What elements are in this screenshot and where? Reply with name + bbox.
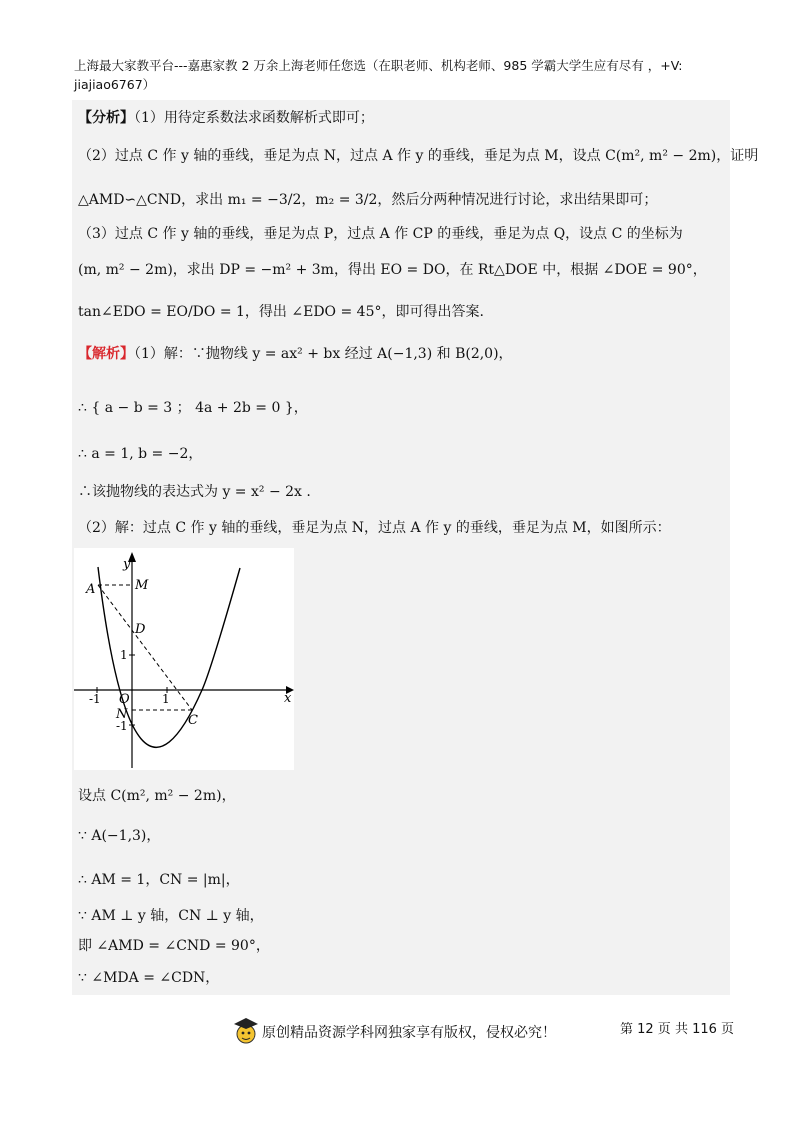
label-y: y bbox=[123, 557, 131, 572]
analysis-line-3: △AMD∽△CND，求出 m₁ = −3/2，m₂ = 3/2，然后分两种情况进行讨论，求出结果即可； bbox=[78, 192, 658, 208]
page-header bbox=[74, 56, 734, 94]
analysis-tag: 【分析】 bbox=[78, 110, 134, 126]
parabola-svg bbox=[74, 548, 294, 770]
analysis-line-6: tan∠EDO = EO/DO = 1，得出 ∠EDO = 45°，即可得出答案. bbox=[78, 304, 484, 320]
segment-AC bbox=[98, 585, 192, 710]
solution-line-5: （2）解：过点 C 作 y 轴的垂线，垂足为点 N，过点 A 作 y 的垂线，垂足为点 M，如图所示： bbox=[78, 520, 671, 536]
solution-line-8: ∴ AM = 1，CN = |m|， bbox=[78, 872, 240, 888]
solution-line-4: ∴该抛物线的表达式为 y = x² − 2x . bbox=[78, 484, 311, 500]
label-x: x bbox=[284, 691, 292, 706]
label-point-N: N bbox=[116, 707, 128, 722]
solution-line-7: ∵ A(−1,3)， bbox=[78, 828, 161, 844]
solution-line-6: 设点 C(m², m² − 2m)， bbox=[78, 788, 236, 804]
solution-line-9: ∵ AM ⊥ y 轴，CN ⊥ y 轴， bbox=[78, 908, 264, 924]
solution-system: ∴ { a − b = 3 ； 4a + 2b = 0 }， bbox=[78, 400, 308, 416]
solution-line-3: ∴ a = 1, b = −2， bbox=[78, 446, 203, 462]
scholar-mascot-icon bbox=[232, 1016, 260, 1046]
label-point-D: D bbox=[135, 622, 146, 637]
label-tick-neg1-x: -1 bbox=[89, 692, 101, 706]
solution-line-1: 【解析】（1）解：∵抛物线 y = ax² + bx 经过 A(−1,3) 和 B(2,0)， bbox=[78, 346, 513, 362]
footer-copyright: 原创精品资源学科网独家享有版权，侵权必究！ bbox=[262, 1025, 556, 1041]
parabola-figure bbox=[74, 548, 294, 770]
page-number: 第 12 页 共 116 页 bbox=[620, 1022, 735, 1037]
label-point-C: C bbox=[188, 713, 198, 728]
label-origin: O bbox=[119, 692, 130, 707]
label-point-A: A bbox=[86, 582, 96, 597]
analysis-line-2: （2）过点 C 作 y 轴的垂线，垂足为点 N，过点 A 作 y 的垂线，垂足为点 M，设点 C(m², m² − 2m)，证明 bbox=[78, 148, 759, 164]
header-line-1: 上海最大家教平台---嘉惠家教 2 万余上海老师任您选（在职老师、机构老师、985 学霸大学生应有尽有 ，+V: bbox=[74, 58, 683, 73]
label-tick-1-x: 1 bbox=[162, 692, 170, 706]
solution-line-11: ∵ ∠MDA = ∠CDN， bbox=[78, 970, 220, 986]
header-line-2: jiajiao6767） bbox=[74, 77, 156, 92]
solution-tag: 【解析】 bbox=[78, 346, 134, 362]
analysis-line-1: 【分析】（1）用待定系数法求函数解析式即可； bbox=[78, 110, 374, 126]
label-tick-1-y: 1 bbox=[120, 648, 128, 662]
analysis-line-5: (m, m² − 2m)，求出 DP = −m² + 3m，得出 EO = DO，在 Rt△DOE 中，根据 ∠DOE = 90°， bbox=[78, 262, 707, 278]
analysis-line-4: （3）过点 C 作 y 轴的垂线，垂足为点 P，过点 A 作 CP 的垂线，垂足为点 Q，设点 C 的坐标为 bbox=[78, 226, 683, 242]
solution-line-10: 即 ∠AMD = ∠CND = 90°， bbox=[78, 938, 270, 954]
solution-content bbox=[72, 100, 759, 995]
label-point-M: M bbox=[135, 578, 149, 593]
label-tick-neg1-y: -1 bbox=[116, 719, 128, 733]
